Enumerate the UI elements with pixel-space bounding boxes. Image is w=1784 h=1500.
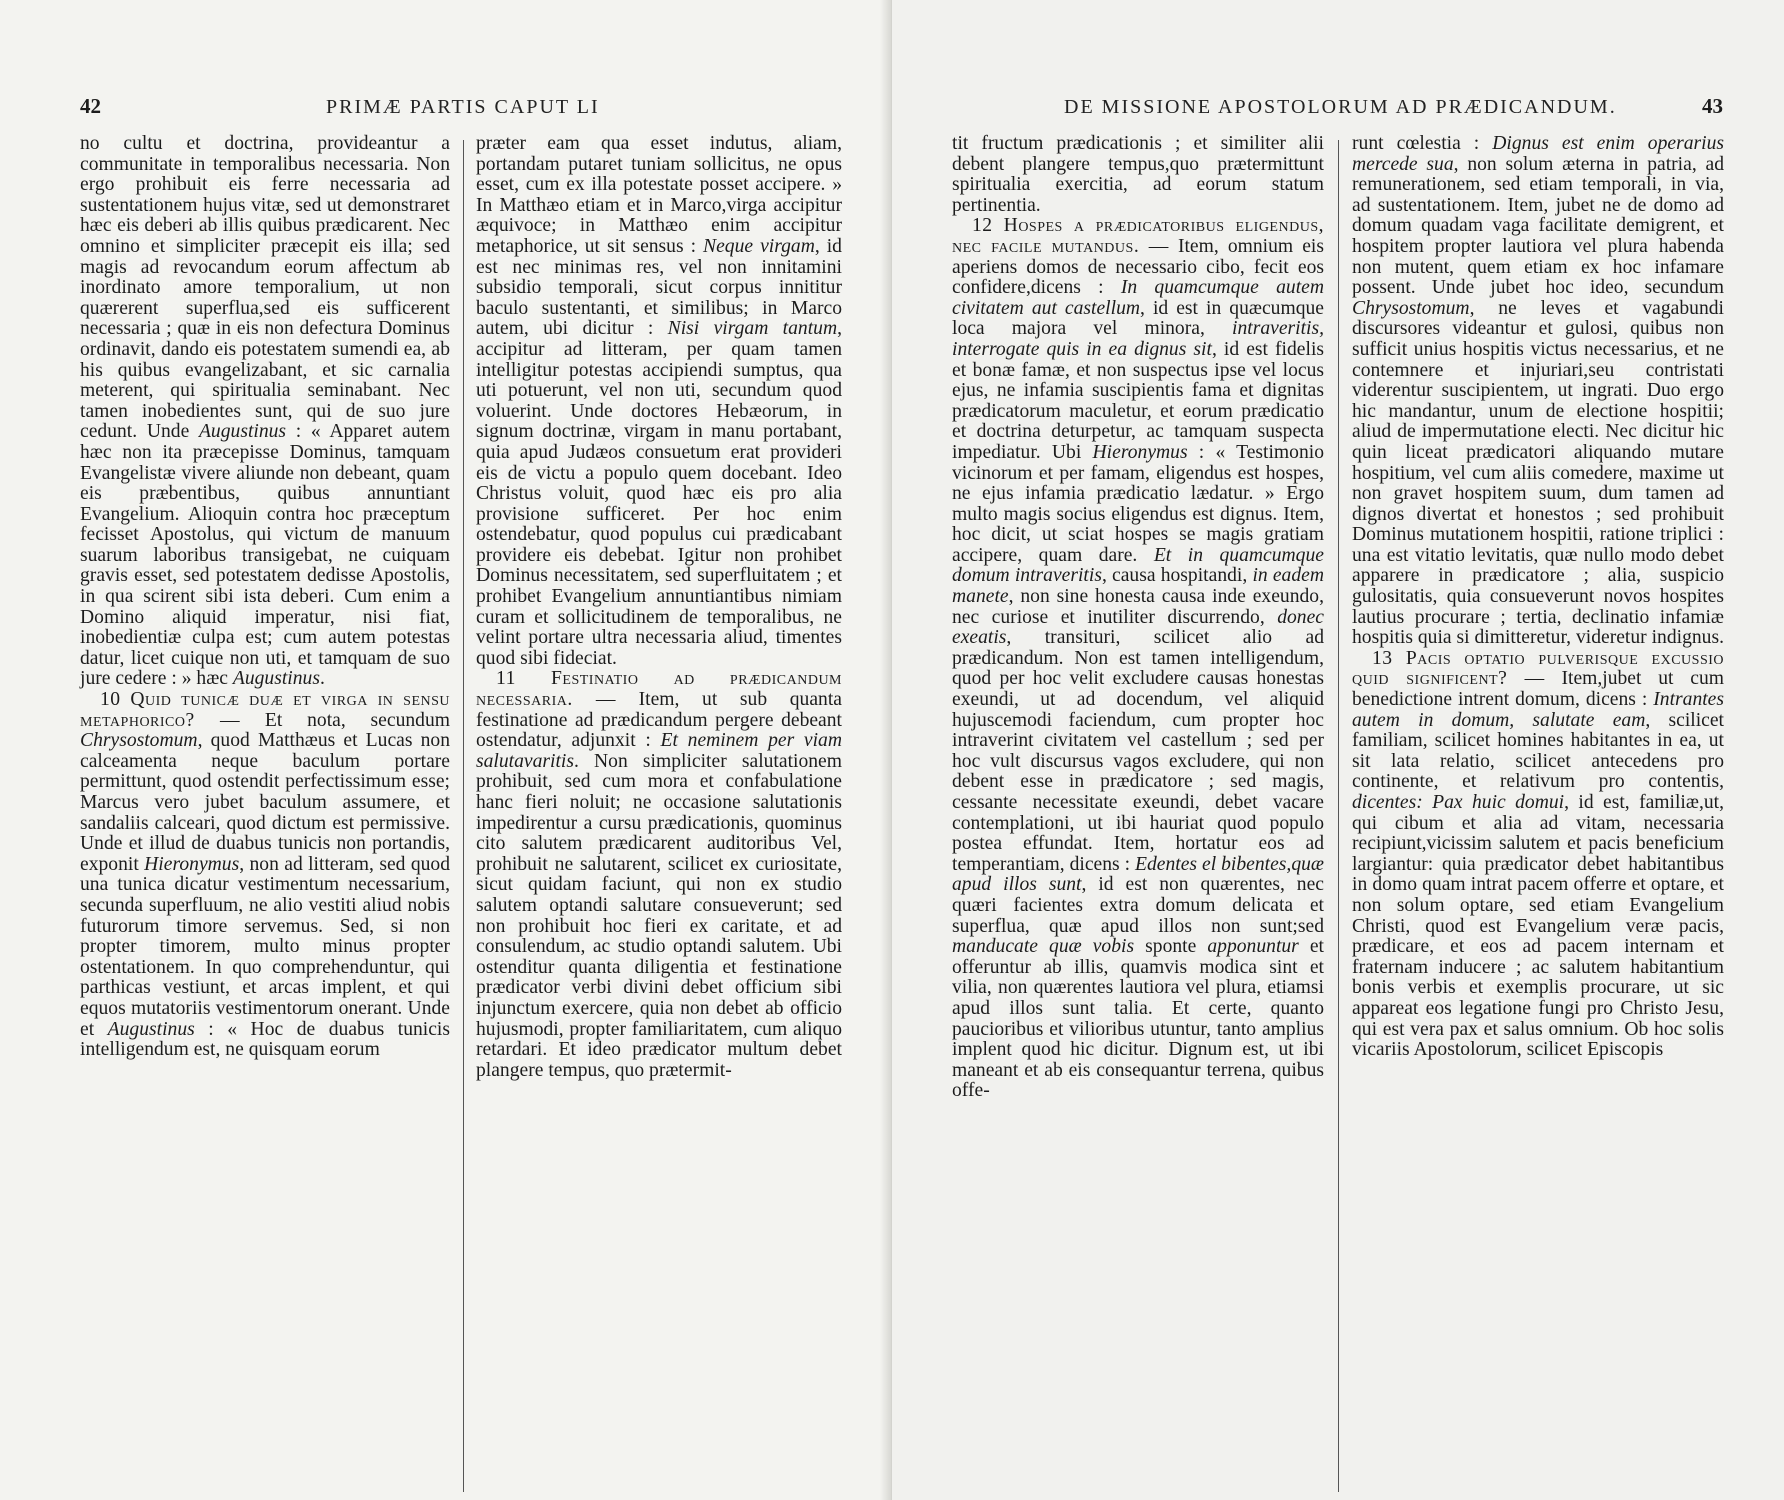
page-number: 43	[1702, 94, 1723, 118]
page-number: 42	[80, 94, 101, 118]
paragraph: tit fructum prædicationis ; et similiter alii debent plangere tempus,quo prætermittunt spiritualia exercitia, ad eorum statum pertinentia.	[952, 133, 1324, 216]
section-heading: 10 Quid tunicæ duæ et virga in sensu metaphorico? —	[80, 689, 450, 731]
text-column-1	[80, 134, 450, 1061]
section-heading: 13 Pacis optatio pulverisque excussio quid significent? —	[1352, 647, 1724, 690]
running-head: PRIMÆ PARTIS CAPUT LI	[326, 96, 600, 118]
running-head: DE MISSIONE APOSTOLORUM AD PRÆDICANDUM.	[1064, 96, 1617, 118]
section-10: 10 Quid tunicæ duæ et virga in sensu metaphorico? — Et nota, secundum Chrysostomum, quod Matthæus et Lucas non calceamenta neque baculum portare permittunt, quod ostendit perfectissimum esse; Marcus vero jubet baculum assumere, et sandaliis calceari, quod dictum est permissive. Unde et illud de duabus tunicis non portandis, exponit Hieronymus, non ad litteram, sed quod una tunica dicatur vestimentum necessarium, secunda superfluum, ne alio vestiti aliud nobis futurorum timore servemus. Sed, si non propter timorem, multo minus propter ostentationem. In quo comprehenduntur, qui parthicas vestiunt, et arcas implent, et qui equos mutatoriis vestimentorum onerant. Unde et Augustinus : « Hoc de duabus tunicis intelligendum est, ne quisquam eorum	[80, 689, 451, 1061]
text-column-2	[476, 134, 842, 1081]
paragraph: no cultu et doctrina, provideantur a communitate in temporalibus necessaria. Non ergo prohibuit eis ferre necessaria ad sustentationem hujus vitæ, sed ut demonstraret hæc eis deberi ab illis quibus prædicarent. Nec omnino et simpliciter præcepit eis illa; sed magis ad revocandum eorum affectum ab inordinato amore temporalium, ut non quærerent superflua,sed eis sufficerent necessaria ; quæ in eis non defectura Dominus ordinavit, dando eis potestatem sumendi ea, ab his quibus evangelizabant, et sic carnalia meterent, qui spiritualia seminabant. Nec tamen inobedientes sunt, qui de suo jure cedunt. Unde Augustinus : « Apparet autem hæc non ita præcepisse Dominus, tamquam Evangelistæ vivere aliunde non debeant, quam eis præbentibus, quibus annuntiant Evangelium. Alioquin contra hoc præceptum fecisset Apostolus, qui victum de manuum suarum laboribus transigebat, ne cuiquam gravis esset, sed potestatem dedisse Apostolis, in qua scirent sibi ista deberi. Cum enim a Domino aliquid imperatur, nisi fiat, inobedientiæ culpa est; cum autem potestas datur, licet cuique non uti, et tamquam de suo jure cedere : » hæc Augustinus.	[80, 133, 450, 690]
text-column-1	[952, 134, 1324, 1102]
column-rule	[463, 140, 464, 1492]
section-13: 13 Pacis optatio pulverisque excussio quid significent? — Item,jubet ut cum benedictione intrent domum, dicens : Intrantes autem in domum, salutate eam, scilicet familiam, scilicet homines habitantes in ea, ut sit lata relatio, scilicet antecedens pro continente, et relativum pro contentis, dicentes: Pax huic domui, id est, familiæ,ut, qui cibum et alia ad vitam, necessaria recipiunt,vicissim salutem et pacis beneficium largiantur: quia prædicator debet habitantibus in domo quam intrat pacem offerre et optare, et non solum optare, sed etiam Evangelium Christi, quod est Evangelium veræ pacis, prædicare, et eos ad pacem internam et fraternam inducere ; ac salutem habitantium bonis verbis et exemplis procurare, ut sic appareat eos legatione fungi pro Christo Jesu, qui est vera pax et salus omnium. Ob hoc solis vicariis Apostolorum, scilicet Episcopis	[1352, 647, 1724, 1061]
paragraph: runt cœlestia : Dignus est enim operarius mercede sua, non solum æterna in patria, ad remunerationem, sed etiam temporali, in via, ad sustentationem. Item, jubet ne de domo ad domum quadam vaga facilitate demigrent, et hospitem propter lautiora vel plura habenda non mutent, quem etiam ex hoc infamare possent. Unde jubet hoc ideo, secundum Chrysostomum, ne leves et vagabundi discursores videantur et gulosi, quibus non sufficit unius hospitis victus necessarius, et ne contemnere et injuriari,seu contristati viderentur suscipientem, ut ingrati. Duo ergo hic mandantur, unum de electione hospitii; aliud de impermutatione electi. Nec dicitur hic quin liceat prædicatori aliquando mutare hospitium, vel cum aliis comedere, maxime ut non gravet hospitem suum, dum tamen ad dignos divertat et honestos ; sed prohibuit Dominus mutationem hospitii, ratione triplici : una est vitatio levitatis, quæ nullo modo debet apparere in prædicatore ; alia, suspicio gulositatis, quia consueverunt novos hospites lautius procurare ; tertia, declinatio infamiæ hospitis quia si dimitteretur, videretur indignus.	[1352, 133, 1725, 649]
paragraph: præter eam qua esset indutus, aliam, portandam putaret tuniam sollicitus, ne opus esset, cum ex illa potestate posset accipere. » In Matthæo etiam et in Marco,virga accipitur æquivoce; in Matthæo enim accipitur metaphorice, ut sit sensus : Neque virgam, id est nec minimas res, vel non innitamini subsidio temporali, sicut corpus innititur baculo sustentanti, et similibus; in Marco autem, ubi dicitur : Nisi virgam tantum, accipitur ad litteram, per quam tamen intelligitur potestas accipiendi sumptus, qua uti potuerunt, vel non uti, secundum quod voluerint. Unde doctores Hebæorum, in signum doctrinæ, virgam in manu portabant, quia apud Judæos consuetum erat provideri eis de victu a populo quem docebant. Ideo Christus voluit, quod hæc eis pro alia provisione sufficeret. Per hoc enim ostendebatur, quod populus cui prædicabant providere eis debebat. Igitur non prohibet Dominus necessitatem, sed superfluitatem ; et prohibet Evangelium annuntiantibus nimiam curam et sollicitudinem de temporalibus, ne velint portare ultra necessaria aliud, timentes quod sibi fideciat.	[476, 133, 842, 669]
section-heading: 12 Hospes a prædicatoribus eligendus, nec facile mutandus. —	[952, 215, 1324, 257]
right-page	[892, 0, 1784, 1500]
section-12: 12 Hospes a prædicatoribus eligendus, nec facile mutandus. — Item, omnium eis aperiens domos de necessario cibo, fecit eos confidere,dicens : In quamcumque autem civitatem aut castellum, id est in quæcumque loca majora vel minora, intraveritis, interrogate quis in ea dignus sit, id est fidelis et bonæ famæ, et non suspectus ipse vel locus ejus, ne infamia suscipientis fama et dignitas prædicatorum maculetur, et eorum prædicatio et doctrina deturpetur, ac tamquam suspecta impediatur. Ubi Hieronymus : « Testimonio vicinorum et per famam, eligendus est hospes, ne ejus infamia prædicatio lædatur. » Ergo multo magis socius eligendus est dignus. Item, hoc dicit, ut sciat hospes se magis gratiam accipere, quam dare. Et in quamcumque domum intraveritis, causa hospitandi, in eadem manete, non sine honesta causa inde exeundo, nec curiose et inutiliter discurrendo, donec exeatis, transituri, scilicet alio ad prædicandum. Non est tamen intelligendum, quod per hoc velit excludere causas honestas exeundi, ut ad docendum, vel aliquid hujuscemodi faciendum, cum propter hoc intraverint civitatem vel castellum ; sed per hoc vult discursus vagos excludere, qui non debent esse in prædicatore ; sed magis, cessante necessitate exeundi, debet vacare contemplationi, ut ibi hauriat quod populo postea effundat. Item, hortatur eos ad temperantiam, dicens : Edentes el bibentes,quæ apud illos sunt, id est non quærentes, nec quæri facientes extra domum delicata et superflua, quæ apud illos non sunt;sed manducate quæ vobis sponte apponuntur et offeruntur ab illis, quamvis modica sint et vilia, non quærentes lautiora vel plura, etiamsi apud illos sunt talia. Et certe, quanto paucioribus et vilioribus utuntur, tanto amplius implent quod hic dicitur. Dignum est, ut ibi maneant et ab eis consequantur terrena, quibus offe-	[952, 215, 1325, 1102]
column-rule	[1338, 140, 1339, 1492]
section-11: 11 Festinatio ad prædicandum necessaria. — Item, ut sub quanta festinatione ad prædicandum pergere debeant ostendatur, adjunxit : Et neminem per viam salutavaritis. Non simpliciter salutationem prohibuit, sed cum mora et confabulatione hanc fieri noluit; ne occasione salutationis impedirentur a cursu prædicationis, quominus cito salutem prædicarent auditoribus Vel, prohibuit ne salutarent, scilicet ex curiositate, sicut quidam faciunt, qui non ex studio salutem optandi salutare consueverunt; sed non prohibuit hoc fieri ex caritate, et ad consulendum, ac studio optandi salutem. Ubi ostenditur quanta diligentia et festinatione prædicator verbi divini debet officium sibi injunctum exercere, quia non debet ab officio hujusmodi, propter familiaritatem, cum aliquo retardari. Et ideo prædicator multum debet plangere tempus, quo prætermit-	[476, 668, 843, 1081]
section-heading: 11 Festinatio ad prædicandum necessaria. —	[476, 668, 842, 711]
text-column-2	[1352, 134, 1724, 1061]
